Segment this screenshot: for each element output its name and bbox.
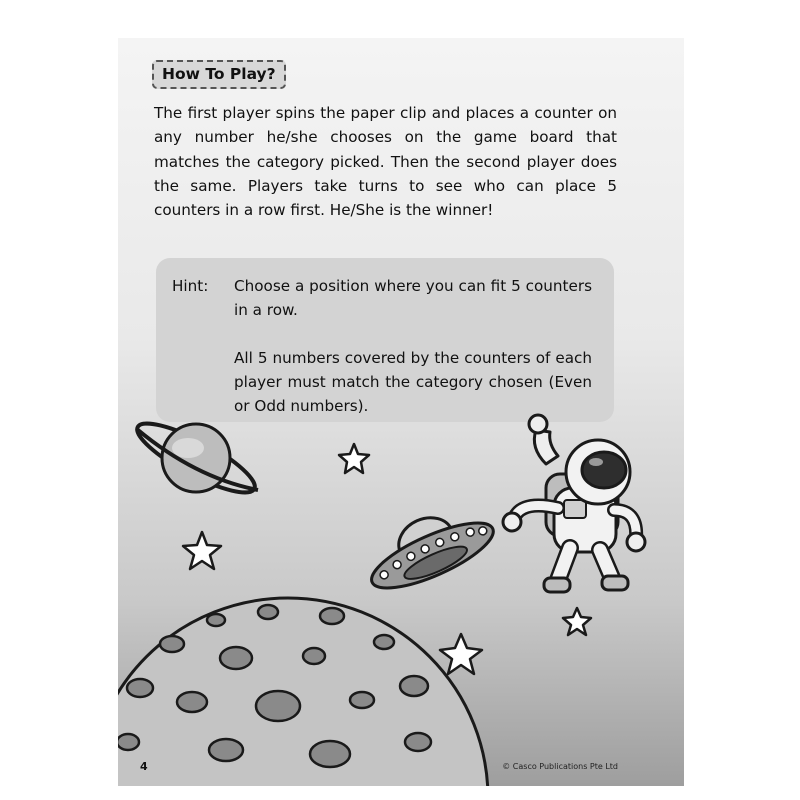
how-to-play-heading: How To Play? xyxy=(152,60,286,89)
astronaut-icon xyxy=(503,415,645,592)
ringed-planet-icon xyxy=(130,412,263,504)
space-illustration xyxy=(118,38,684,786)
hint-label: Hint: xyxy=(172,277,209,295)
hint-tip-position: Choose a position where you can fit 5 counters in a row. xyxy=(234,277,592,319)
page-number: 4 xyxy=(140,760,148,773)
moon-icon xyxy=(118,598,488,786)
hint-tip-category: All 5 numbers covered by the counters of each player must match the category chosen (Even or Odd numbers). xyxy=(234,349,592,415)
copyright-notice: © Casco Publications Pte Ltd xyxy=(502,762,618,771)
ufo-icon xyxy=(357,494,501,601)
game-rules-paragraph: The first player spins the paper clip and places a counter on any number he/she chooses on the game board that matches the category picked. Then the second player does the same. Players take turns to see who can place 5 counters in a row first. He/She is the winner! xyxy=(154,104,617,220)
worksheet-page xyxy=(118,38,684,786)
